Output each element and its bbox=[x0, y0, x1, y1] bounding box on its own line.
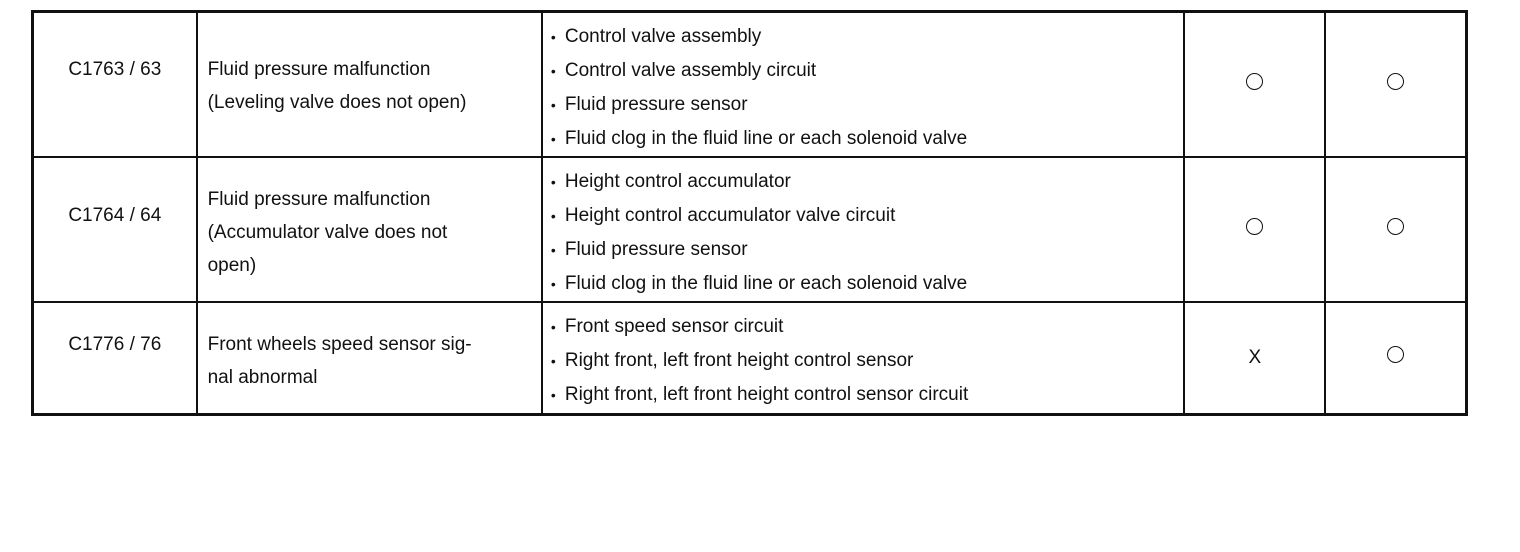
mark-cell-1 bbox=[1184, 12, 1325, 158]
trouble-area-list bbox=[551, 20, 1183, 156]
circle-mark-icon bbox=[1387, 73, 1404, 90]
mark bbox=[1387, 346, 1404, 363]
detection-item-line: open) bbox=[207, 255, 257, 276]
trouble-area-list bbox=[551, 165, 1183, 301]
trouble-area-text: Fluid clog in the fluid line or each solenoid valve bbox=[564, 128, 968, 149]
bullet-icon: • bbox=[550, 97, 556, 113]
detection-item-line: Fluid pressure malfunction bbox=[207, 59, 431, 80]
dtc-table bbox=[31, 10, 1468, 416]
list-item bbox=[551, 54, 1183, 88]
trouble-area-text: Control valve assembly circuit bbox=[564, 60, 817, 81]
list-item bbox=[551, 20, 1183, 54]
trouble-area-text: Control valve assembly bbox=[564, 26, 762, 47]
table-row bbox=[33, 302, 1467, 414]
trouble-area-cell bbox=[542, 157, 1184, 302]
circle-mark-icon bbox=[1387, 218, 1404, 235]
bullet-icon: • bbox=[550, 63, 556, 79]
trouble-area-text: Front speed sensor circuit bbox=[564, 316, 784, 337]
circle-mark-icon bbox=[1246, 218, 1263, 235]
detection-item-line: (Accumulator valve does not bbox=[207, 222, 448, 243]
bullet-icon: • bbox=[550, 29, 556, 45]
bullet-icon: • bbox=[550, 319, 556, 335]
bullet-icon: • bbox=[550, 387, 556, 403]
mark bbox=[1248, 341, 1261, 374]
list-item bbox=[551, 199, 1183, 233]
trouble-area-cell bbox=[542, 302, 1184, 414]
list-item bbox=[551, 122, 1183, 156]
detection-item-cell bbox=[197, 302, 542, 414]
detection-item-line: (Leveling valve does not open) bbox=[207, 92, 467, 113]
dtc-code: C1776 / 76 bbox=[68, 334, 162, 355]
trouble-area-text: Height control accumulator valve circuit bbox=[564, 205, 896, 226]
list-item bbox=[551, 233, 1183, 267]
trouble-area-cell bbox=[542, 12, 1184, 158]
x-mark: X bbox=[1248, 347, 1262, 369]
mark bbox=[1246, 218, 1263, 235]
dtc-code: C1764 / 64 bbox=[68, 205, 162, 226]
detection-item-line: Front wheels speed sensor sig- bbox=[207, 334, 472, 355]
trouble-area-text: Fluid clog in the fluid line or each solenoid valve bbox=[564, 273, 968, 294]
bullet-icon: • bbox=[550, 174, 556, 190]
table-row bbox=[33, 12, 1467, 158]
detection-item-line: Fluid pressure malfunction bbox=[207, 189, 431, 210]
mark bbox=[1387, 73, 1404, 90]
bullet-icon: • bbox=[550, 353, 556, 369]
circle-mark-icon bbox=[1387, 346, 1404, 363]
bullet-icon: • bbox=[550, 208, 556, 224]
list-item bbox=[551, 310, 1183, 344]
trouble-area-text: Fluid pressure sensor bbox=[564, 94, 748, 115]
bullet-icon: • bbox=[550, 276, 556, 292]
mark-cell-2 bbox=[1325, 157, 1466, 302]
bullet-icon: • bbox=[550, 131, 556, 147]
mark-cell-2 bbox=[1325, 12, 1466, 158]
dtc-code-cell bbox=[33, 12, 197, 158]
mark-cell-2 bbox=[1325, 302, 1466, 414]
detection-item-cell bbox=[197, 157, 542, 302]
bullet-icon: • bbox=[550, 242, 556, 258]
trouble-area-text: Fluid pressure sensor bbox=[564, 239, 748, 260]
trouble-area-text: Height control accumulator bbox=[564, 171, 791, 192]
list-item bbox=[551, 165, 1183, 199]
dtc-code-cell bbox=[33, 157, 197, 302]
table-row bbox=[33, 157, 1467, 302]
mark-cell-1 bbox=[1184, 157, 1325, 302]
mark bbox=[1387, 218, 1404, 235]
list-item bbox=[551, 378, 1183, 412]
trouble-area-text: Right front, left front height control sensor bbox=[564, 350, 914, 371]
detection-item-cell bbox=[197, 12, 542, 158]
list-item bbox=[551, 344, 1183, 378]
trouble-area-list bbox=[551, 310, 1183, 412]
list-item bbox=[551, 267, 1183, 301]
circle-mark-icon bbox=[1246, 73, 1263, 90]
trouble-area-text: Right front, left front height control sensor circuit bbox=[564, 384, 969, 405]
list-item bbox=[551, 88, 1183, 122]
detection-item-line: nal abnormal bbox=[207, 367, 318, 388]
dtc-code-cell bbox=[33, 302, 197, 414]
mark bbox=[1246, 73, 1263, 90]
mark-cell-1 bbox=[1184, 302, 1325, 414]
dtc-code: C1763 / 63 bbox=[68, 59, 162, 80]
